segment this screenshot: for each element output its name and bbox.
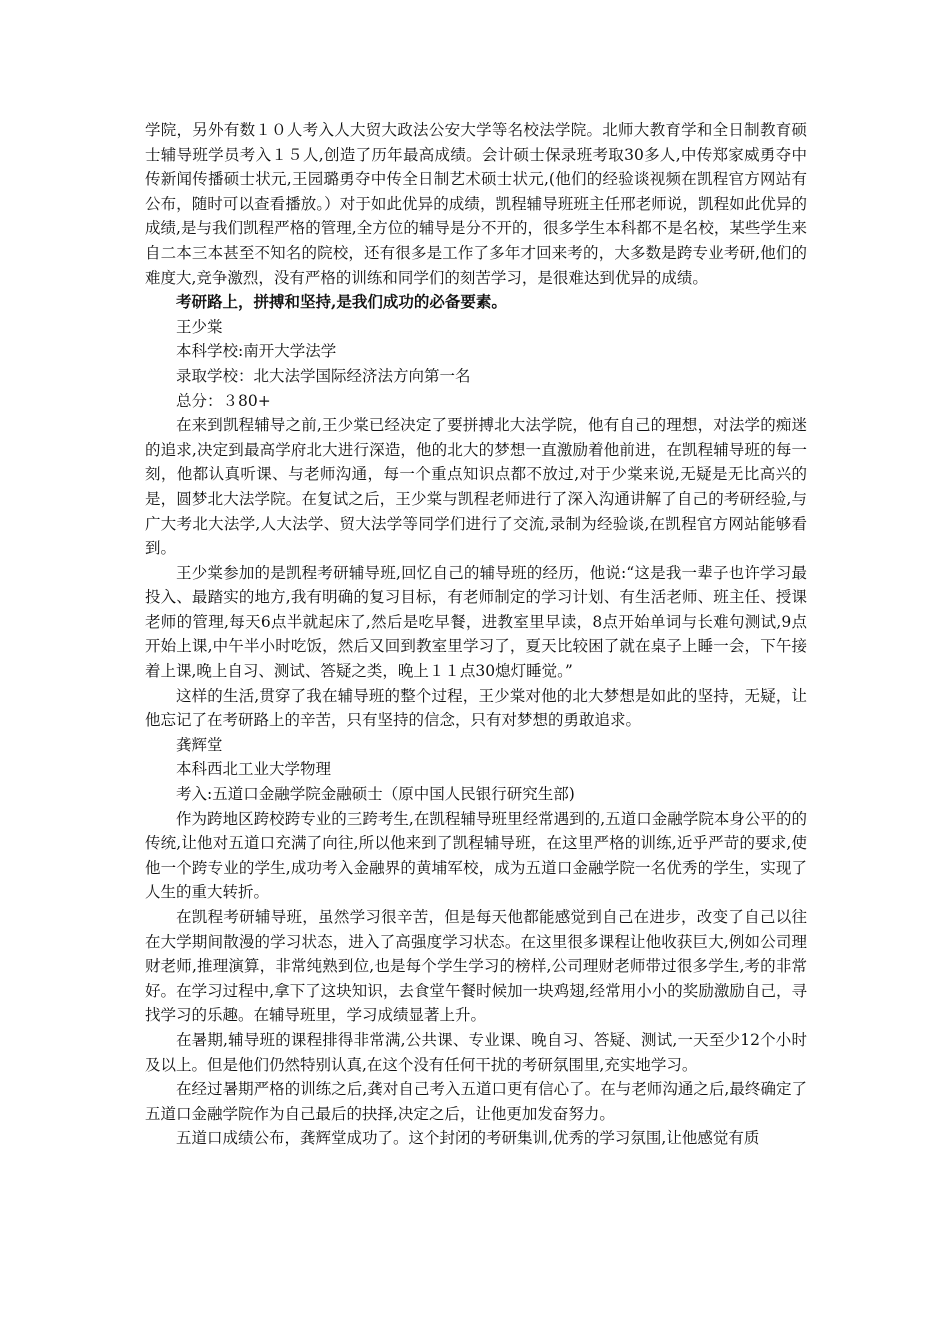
paragraph-8: 在经过暑期严格的训练之后,龚对自己考入五道口更有信心了。在与老师沟通之后,最终确定了五道口金融学院作为自己最后的抉择,决定之后，让他更加发奋努力。 [145, 1080, 807, 1123]
student-name-1: 王少棠 [176, 317, 223, 336]
paragraph-9: 五道口成绩公布，龚辉堂成功了。这个封闭的考研集训,优秀的学习氛围,让他感觉有质 [176, 1129, 760, 1148]
paragraph-2: 在来到凯程辅导之前,王少棠已经决定了要拼搏北大法学院，他有自己的理想，对法学的痴迷的追求,决定到最高学府北大进行深造，他的北大的梦想一直激励着他前进，在凯程辅导班的每一刻，他都认真听课、与老师沟通，每一个重点知识点都不放过,对于少棠来说,无疑是无比高兴的是，圆梦北大法学院。在复试之后，王少棠与凯程老师进行了深入沟通讲解了自己的考研经验,与广大考北大法学,人大法学、贸大法学等同学们进行了交流,录制为经验谈,在凯程官方网站能够看到。 [145, 416, 807, 558]
total-score-1: 总分：３80+ [176, 391, 271, 410]
admitted-school-1: 录取学校：北大法学国际经济法方向第一名 [176, 366, 471, 385]
admitted-school-2: 考入:五道口金融学院金融硕士（原中国人民银行研究生部) [176, 785, 575, 804]
paragraph-4: 这样的生活,贯穿了我在辅导班的整个过程，王少棠对他的北大梦想是如此的坚持，无疑，让他忘记了在考研路上的辛苦，只有坚持的信念，只有对梦想的勇敢追求。 [145, 686, 807, 730]
section-heading: 考研路上，拼搏和坚持,是我们成功的必备要素。 [176, 292, 507, 312]
paragraph-6: 在凯程考研辅导班，虽然学习很辛苦，但是每天他都能感觉到自己在进步，改变了自己以往在大学期间散漫的学习状态，进入了高强度学习状态。在这里很多课程让他收获巨大,例如公司理财老师,推理演算，非常纯熟到位,也是每个学生学习的榜样,公司理财老师带过很多学生,考的非常好。在学习过程中,拿下了这块知识，去食堂午餐时候加一块鸡翅,经常用小小的奖励激励自己，寻找学习的乐趣。在辅导班里，学习成绩显著上升。 [145, 908, 807, 1025]
paragraph-1: 学院，另外有数１０人考入人大贸大政法公安大学等名校法学院。北师大教育学和全日制教育硕士辅导班学员考入１５人,创造了历年最高成绩。会计硕士保录班考取30多人,中传郑家威勇夺中传新闻传播硕士状元,王园璐勇夺中传全日制艺术硕士状元,(他们的经验谈视频在凯程官方网站有公布，随时可以查看播放。）对于如此优异的成绩，凯程辅导班班主任邢老师说，凯程如此优异的成绩,是与我们凯程严格的管理,全方位的辅导是分不开的，很多学生本科都不是名校，某些学生来自二本三本甚至不知名的院校，还有很多是工作了多年才回来考的，大多数是跨专业考研,他们的难度大,竞争激烈，没有严格的训练和同学们的刻苦学习，是很难达到优异的成绩。 [145, 121, 807, 287]
document-page [145, 118, 807, 1151]
paragraph-7: 在暑期,辅导班的课程排得非常满,公共课、专业课、晚自习、答疑、测试,一天至少12个小时及以上。但是他们仍然特别认真,在这个没有任何干扰的考研氛围里,充实地学习。 [145, 1030, 807, 1074]
paragraph-3: 王少棠参加的是凯程考研辅导班,回忆自己的辅导班的经历，他说:“这是我一辈子也许学习最投入、最踏实的地方,我有明确的复习目标，有老师制定的学习计划、有生活老师、班主任、授课老师的管理,每天6点半就起床了,然后是吃早餐，进教室里早读，8点开始单词与长难句测试,9点开始上课,中午半小时吃饭，然后又回到教室里学习了，夏天比较困了就在桌子上睡一会，下午接着上课,晚上自习、测试、答疑之类，晚上１１点30熄灯睡觉。” [145, 563, 807, 681]
student-name-2: 龚辉堂 [176, 735, 223, 754]
undergrad-school-1: 本科学校:南开大学法学 [176, 342, 337, 361]
undergrad-school-2: 本科西北工业大学物理 [176, 760, 332, 779]
paragraph-5: 作为跨地区跨校跨专业的三跨考生,在凯程辅导班里经常遇到的,五道口金融学院本身公平的的传统,让他对五道口充满了向往,所以他来到了凯程辅导班，在这里严格的训练,近乎严苛的要求,使他一个跨专业的学生,成功考入金融界的黄埔军校，成为五道口金融学院一名优秀的学生，实现了人生的重大转折。 [145, 809, 807, 902]
